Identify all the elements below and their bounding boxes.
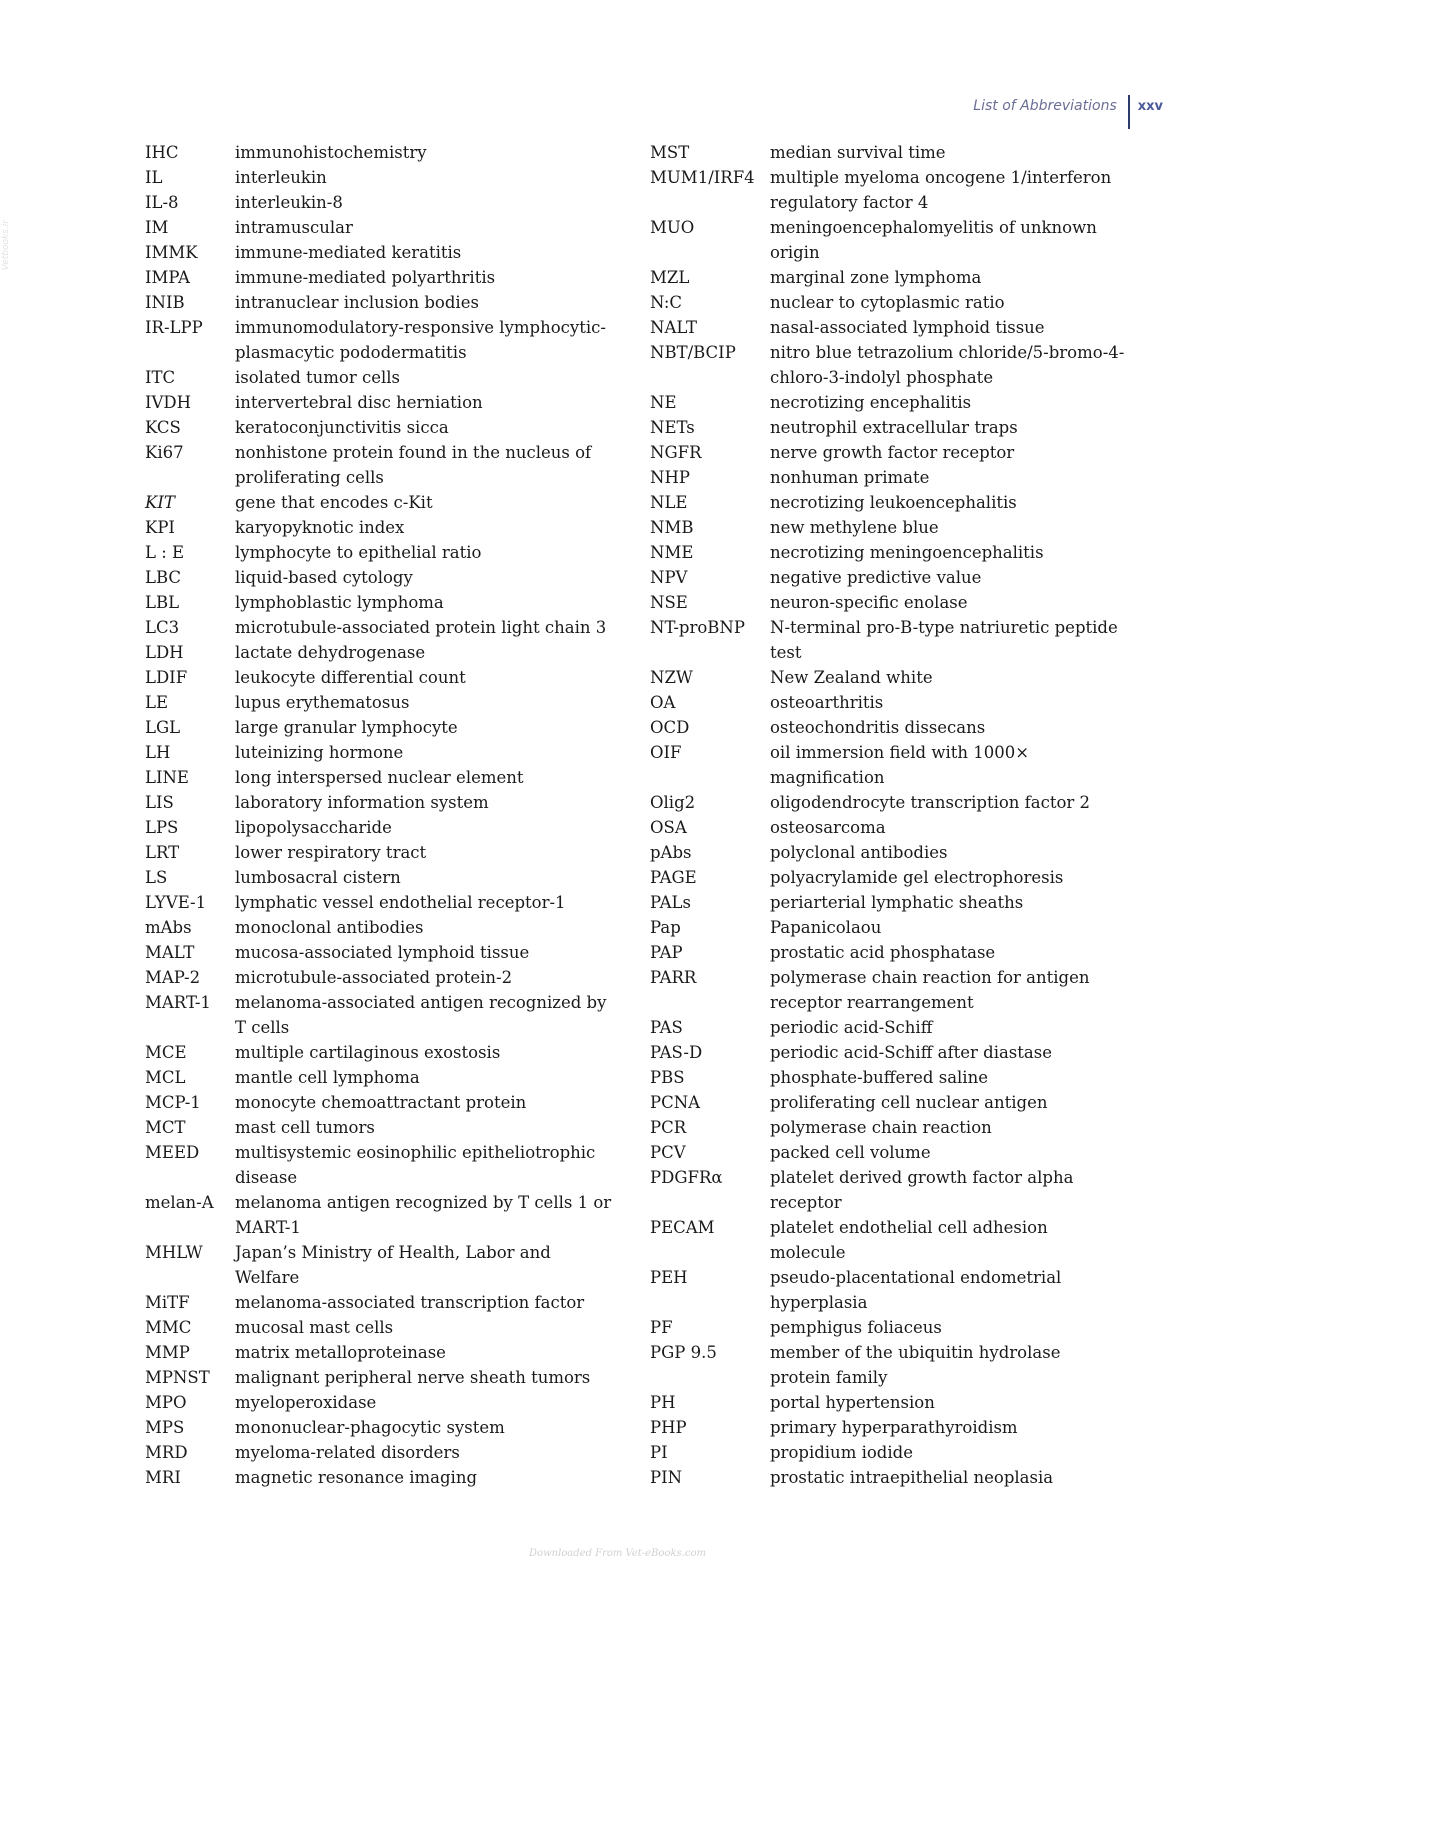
abbreviation-definition: lymphatic vessel endothelial receptor-1: [235, 893, 566, 912]
abbreviation-term: Olig2: [650, 793, 696, 812]
abbreviation-definition: mast cell tumors: [235, 1118, 375, 1137]
abbreviation-row: [650, 1040, 1125, 1065]
abbreviation-row: [145, 440, 620, 490]
abbreviation-term: PDGFRα: [650, 1168, 723, 1187]
abbreviation-definition: oil immersion field with 1000× magnification: [770, 743, 1030, 787]
abbreviation-row: [650, 840, 1125, 865]
download-footer: Downloaded From Vet-eBooks.com: [529, 1548, 706, 1559]
abbreviation-row: [650, 165, 1125, 215]
abbreviation-row: [650, 1415, 1125, 1440]
abbreviation-term: IMMK: [145, 243, 198, 262]
abbreviation-term: PHP: [650, 1418, 687, 1437]
abbreviation-term: NMB: [650, 518, 694, 537]
abbreviation-definition: platelet derived growth factor alpha receptor: [770, 1168, 1074, 1212]
abbreviation-term: NETs: [650, 418, 695, 437]
abbreviation-term: NSE: [650, 593, 688, 612]
abbreviation-definition: necrotizing encephalitis: [770, 393, 972, 412]
abbreviation-definition: Japan’s Ministry of Health, Labor and Welfare: [235, 1243, 551, 1287]
abbreviation-term: LDIF: [145, 668, 188, 687]
abbreviation-row: [650, 865, 1125, 890]
abbreviation-term: LS: [145, 868, 168, 887]
abbreviation-definition: monocyte chemoattractant protein: [235, 1093, 527, 1112]
abbreviation-row: [650, 1090, 1125, 1115]
abbreviation-row: [145, 765, 620, 790]
abbreviation-term: NT-proBNP: [650, 618, 745, 637]
abbreviation-row: [145, 1290, 620, 1315]
abbreviation-row: [650, 140, 1125, 165]
abbreviation-definition: marginal zone lymphoma: [770, 268, 982, 287]
abbreviation-row: [145, 1440, 620, 1465]
abbreviation-definition: polymerase chain reaction: [770, 1118, 992, 1137]
abbreviation-definition: prostatic intraepithelial neoplasia: [770, 1468, 1054, 1487]
abbreviation-definition: packed cell volume: [770, 1143, 931, 1162]
abbreviation-row: [145, 1365, 620, 1390]
abbreviation-row: [145, 840, 620, 865]
abbreviation-row: [145, 215, 620, 240]
abbreviation-definition: microtubule-associated protein light chain 3: [235, 618, 607, 637]
abbreviation-definition: polymerase chain reaction for antigen receptor rearrangement: [770, 968, 1090, 1012]
abbreviation-term: LDH: [145, 643, 184, 662]
abbreviation-term: NBT/BCIP: [650, 343, 736, 362]
abbreviation-definition: melanoma-associated antigen recognized by T cells: [235, 993, 607, 1037]
abbreviation-term: Pap: [650, 918, 681, 937]
abbreviation-term: NGFR: [650, 443, 702, 462]
abbreviation-definition: necrotizing leukoencephalitis: [770, 493, 1017, 512]
abbreviation-definition: mantle cell lymphoma: [235, 1068, 420, 1087]
abbreviation-row: [145, 640, 620, 665]
abbreviation-row: [145, 1115, 620, 1140]
abbreviation-term: LH: [145, 743, 171, 762]
abbreviation-definition: lupus erythematosus: [235, 693, 410, 712]
abbreviation-row: [145, 515, 620, 540]
abbreviation-row: [145, 240, 620, 265]
abbreviation-row: [145, 990, 620, 1040]
abbreviation-definition: lower respiratory tract: [235, 843, 427, 862]
abbreviation-definition: polyclonal antibodies: [770, 843, 948, 862]
abbreviation-row: [145, 940, 620, 965]
abbreviation-row: [145, 1315, 620, 1340]
abbreviation-row: [145, 1340, 620, 1365]
abbreviation-term: MCP-1: [145, 1093, 201, 1112]
abbreviation-term: MCT: [145, 1118, 186, 1137]
abbreviation-term: ITC: [145, 368, 176, 387]
running-header: [973, 95, 1163, 129]
abbreviation-definition: multiple cartilaginous exostosis: [235, 1043, 501, 1062]
abbreviation-term: pAbs: [650, 843, 692, 862]
abbreviation-term: MEED: [145, 1143, 200, 1162]
abbreviation-definition: member of the ubiquitin hydrolase protein family: [770, 1343, 1061, 1387]
abbreviation-row: [145, 865, 620, 890]
abbreviation-row: [650, 515, 1125, 540]
abbreviation-row: [650, 1140, 1125, 1165]
abbreviation-definition: laboratory information system: [235, 793, 489, 812]
abbreviation-definition: propidium iodide: [770, 1443, 913, 1462]
abbreviation-row: [650, 1465, 1125, 1490]
abbreviation-term: PBS: [650, 1068, 685, 1087]
abbreviation-definition: interleukin-8: [235, 193, 343, 212]
abbreviation-definition: osteosarcoma: [770, 818, 886, 837]
abbreviation-definition: lactate dehydrogenase: [235, 643, 426, 662]
abbreviation-definition: liquid-based cytology: [235, 568, 413, 587]
abbreviation-term: LYVE-1: [145, 893, 207, 912]
abbreviation-row: [650, 815, 1125, 840]
abbreviation-row: [650, 915, 1125, 940]
abbreviation-term: PH: [650, 1393, 676, 1412]
abbreviation-definition: microtubule-associated protein-2: [235, 968, 513, 987]
abbreviation-definition: portal hypertension: [770, 1393, 935, 1412]
abbreviation-definition: mononuclear-phagocytic system: [235, 1418, 505, 1437]
abbreviation-row: [145, 790, 620, 815]
abbreviation-row: [145, 415, 620, 440]
abbreviation-row: [145, 490, 620, 515]
abbreviation-term: NHP: [650, 468, 690, 487]
abbreviation-term: PARR: [650, 968, 697, 987]
abbreviation-definition: meningoencephalomyelitis of unknown origin: [770, 218, 1097, 262]
abbreviation-term: LGL: [145, 718, 181, 737]
abbreviation-definition: osteochondritis dissecans: [770, 718, 986, 737]
abbreviation-row: [145, 140, 620, 165]
abbreviation-term: MART-1: [145, 993, 211, 1012]
abbreviation-row: [650, 290, 1125, 315]
abbreviation-definition: melanoma antigen recognized by T cells 1 or MART-1: [235, 1193, 612, 1237]
abbreviation-row: [650, 390, 1125, 415]
abbreviation-term: MPO: [145, 1393, 187, 1412]
abbreviation-definition: periarterial lymphatic sheaths: [770, 893, 1024, 912]
abbreviation-term: MRD: [145, 1443, 188, 1462]
abbreviation-term: IR-LPP: [145, 318, 203, 337]
abbreviation-row: [650, 1390, 1125, 1415]
abbreviation-term: OSA: [650, 818, 687, 837]
abbreviation-row: [650, 215, 1125, 265]
abbreviation-term: MAP-2: [145, 968, 201, 987]
abbreviation-definition: monoclonal antibodies: [235, 918, 424, 937]
abbreviation-term: LBL: [145, 593, 180, 612]
abbreviation-row: [650, 490, 1125, 515]
abbreviation-definition: negative predictive value: [770, 568, 982, 587]
abbreviation-term: MCL: [145, 1068, 186, 1087]
abbreviation-definition: multiple myeloma oncogene 1/interferon regulatory factor 4: [770, 168, 1112, 212]
abbreviation-term: MMP: [145, 1343, 190, 1362]
abbreviation-row: [650, 665, 1125, 690]
abbreviation-row: [145, 1140, 620, 1190]
abbreviation-term: MMC: [145, 1318, 192, 1337]
page-number: xxv: [1137, 99, 1163, 114]
abbreviation-row: [650, 1165, 1125, 1215]
abbreviation-term: PCV: [650, 1143, 686, 1162]
abbreviation-definition: immune-mediated keratitis: [235, 243, 462, 262]
abbreviation-term: PI: [650, 1443, 668, 1462]
abbreviation-row: [145, 1190, 620, 1240]
abbreviation-row: [145, 740, 620, 765]
abbreviation-definition: pseudo-placentational endometrial hyperplasia: [770, 1268, 1062, 1312]
abbreviation-definition: polyacrylamide gel electrophoresis: [770, 868, 1064, 887]
abbreviation-term: IL: [145, 168, 163, 187]
abbreviation-row: [650, 1215, 1125, 1265]
abbreviation-row: [650, 1440, 1125, 1465]
abbreviation-term: IHC: [145, 143, 179, 162]
abbreviation-row: [145, 665, 620, 690]
abbreviation-term: PCNA: [650, 1093, 701, 1112]
abbreviation-term: PAS: [650, 1018, 683, 1037]
abbreviation-definition: median survival time: [770, 143, 946, 162]
abbreviation-row: [650, 440, 1125, 465]
abbreviation-term: LE: [145, 693, 169, 712]
abbreviation-term: PAP: [650, 943, 683, 962]
abbreviation-term: MUM1/IRF4: [650, 168, 755, 187]
abbreviation-term: NE: [650, 393, 677, 412]
abbreviation-definition: lipopolysaccharide: [235, 818, 392, 837]
abbreviation-term: LIS: [145, 793, 174, 812]
abbreviation-term: LBC: [145, 568, 182, 587]
abbreviation-definition: large granular lymphocyte: [235, 718, 458, 737]
abbreviation-term: KCS: [145, 418, 181, 437]
abbreviation-term: melan-A: [145, 1193, 214, 1212]
abbreviation-term: KIT: [145, 493, 175, 512]
abbreviation-term: Ki67: [145, 443, 184, 462]
abbreviation-definition: gene that encodes c-Kit: [235, 493, 433, 512]
abbreviation-definition: myeloperoxidase: [235, 1393, 377, 1412]
abbreviation-term: IVDH: [145, 393, 192, 412]
abbreviation-definition: lumbosacral cistern: [235, 868, 401, 887]
abbreviation-term: PIN: [650, 1468, 683, 1487]
abbreviation-term: LRT: [145, 843, 180, 862]
abbreviation-row: [650, 615, 1125, 665]
abbreviation-row: [145, 540, 620, 565]
abbreviation-term: N:C: [650, 293, 683, 312]
abbreviation-row: [650, 265, 1125, 290]
abbreviation-term: LPS: [145, 818, 179, 837]
abbreviation-term: MZL: [650, 268, 690, 287]
abbreviation-row: [650, 740, 1125, 790]
abbreviation-row: [650, 590, 1125, 615]
abbreviation-definition: intramuscular: [235, 218, 353, 237]
abbreviation-definition: nerve growth factor receptor: [770, 443, 1015, 462]
abbreviation-row: [145, 815, 620, 840]
abbreviation-definition: malignant peripheral nerve sheath tumors: [235, 1368, 591, 1387]
section-title: List of Abbreviations: [973, 98, 1117, 114]
abbreviation-term: NME: [650, 543, 694, 562]
abbreviation-row: [145, 290, 620, 315]
abbreviation-definition: lymphocyte to epithelial ratio: [235, 543, 482, 562]
abbreviation-definition: N-terminal pro-B-type natriuretic peptide test: [770, 618, 1118, 662]
abbreviation-term: PEH: [650, 1268, 688, 1287]
abbreviation-row: [650, 1340, 1125, 1390]
abbreviation-row: [145, 390, 620, 415]
abbreviation-definition: platelet endothelial cell adhesion molecule: [770, 1218, 1048, 1262]
abbreviation-term: PGP 9.5: [650, 1343, 717, 1362]
abbreviation-term: MST: [650, 143, 690, 162]
abbreviation-definition: multisystemic eosinophilic epitheliotrophic disease: [235, 1143, 596, 1187]
abbreviation-row: [145, 690, 620, 715]
abbreviation-row: [650, 565, 1125, 590]
abbreviation-row: [650, 715, 1125, 740]
abbreviation-definition: new methylene blue: [770, 518, 939, 537]
abbreviation-definition: magnetic resonance imaging: [235, 1468, 478, 1487]
abbreviation-row: [650, 540, 1125, 565]
abbreviation-row: [145, 1090, 620, 1115]
abbreviation-definition: lymphoblastic lymphoma: [235, 593, 444, 612]
abbreviation-definition: interleukin: [235, 168, 327, 187]
abbreviation-definition: nonhuman primate: [770, 468, 930, 487]
abbreviation-term: MALT: [145, 943, 195, 962]
abbreviation-term: IL-8: [145, 193, 179, 212]
abbreviation-term: PECAM: [650, 1218, 715, 1237]
abbreviation-row: [145, 315, 620, 365]
abbreviation-row: [145, 565, 620, 590]
abbreviation-term: IM: [145, 218, 169, 237]
abbreviation-term: MPS: [145, 1418, 185, 1437]
abbreviation-definition: nasal-associated lymphoid tissue: [770, 318, 1045, 337]
abbreviation-row: [145, 1040, 620, 1065]
abbreviation-row: [650, 1065, 1125, 1090]
abbreviation-definition: osteoarthritis: [770, 693, 884, 712]
abbreviation-definition: melanoma-associated transcription factor: [235, 1293, 585, 1312]
abbreviation-definition: luteinizing hormone: [235, 743, 404, 762]
abbreviation-definition: leukocyte differential count: [235, 668, 466, 687]
abbreviation-definition: Papanicolaou: [770, 918, 882, 937]
abbreviation-term: NLE: [650, 493, 688, 512]
abbreviation-definition: matrix metalloproteinase: [235, 1343, 446, 1362]
abbreviation-row: [650, 315, 1125, 340]
abbreviation-row: [145, 1465, 620, 1490]
abbreviation-definition: neutrophil extracellular traps: [770, 418, 1018, 437]
abbreviation-definition: nitro blue tetrazolium chloride/5-bromo-4-chloro-3-indolyl phosphate: [770, 343, 1125, 387]
abbreviation-row: [650, 890, 1125, 915]
abbreviation-term: OIF: [650, 743, 682, 762]
abbreviation-term: NALT: [650, 318, 697, 337]
abbreviation-row: [145, 715, 620, 740]
abbreviation-definition: immune-mediated polyarthritis: [235, 268, 496, 287]
abbreviation-row: [650, 1015, 1125, 1040]
abbreviation-term: PALs: [650, 893, 691, 912]
abbreviation-definition: nuclear to cytoplasmic ratio: [770, 293, 1005, 312]
abbreviation-definition: immunomodulatory-responsive lymphocytic-plasmacytic pododermatitis: [235, 318, 606, 362]
abbreviation-definition: primary hyperparathyroidism: [770, 1418, 1018, 1437]
abbreviation-row: [145, 590, 620, 615]
abbreviation-row: [650, 1115, 1125, 1140]
abbreviation-row: [145, 190, 620, 215]
abbreviation-definition: neuron-specific enolase: [770, 593, 968, 612]
abbreviation-row: [650, 415, 1125, 440]
abbreviation-definition: myeloma-related disorders: [235, 1443, 460, 1462]
abbreviation-term: MHLW: [145, 1243, 203, 1262]
abbreviation-term: LINE: [145, 768, 189, 787]
abbreviations-left-column: [145, 140, 620, 1490]
abbreviation-definition: oligodendrocyte transcription factor 2: [770, 793, 1091, 812]
abbreviation-row: [650, 790, 1125, 815]
abbreviation-definition: mucosa-associated lymphoid tissue: [235, 943, 530, 962]
abbreviation-term: PAGE: [650, 868, 697, 887]
abbreviation-term: MUO: [650, 218, 695, 237]
abbreviation-definition: periodic acid-Schiff: [770, 1018, 933, 1037]
abbreviation-row: [145, 1415, 620, 1440]
abbreviation-definition: intranuclear inclusion bodies: [235, 293, 479, 312]
abbreviation-term: OA: [650, 693, 676, 712]
abbreviation-term: NZW: [650, 668, 693, 687]
abbreviation-definition: nonhistone protein found in the nucleus of proliferating cells: [235, 443, 592, 487]
abbreviation-definition: proliferating cell nuclear antigen: [770, 1093, 1048, 1112]
abbreviation-term: MiTF: [145, 1293, 190, 1312]
side-watermark: Vetbooks.ir: [1, 220, 11, 271]
abbreviation-row: [145, 365, 620, 390]
abbreviation-row: [650, 340, 1125, 390]
abbreviation-term: NPV: [650, 568, 688, 587]
header-divider: [1128, 95, 1130, 129]
abbreviation-row: [145, 1240, 620, 1290]
abbreviation-row: [650, 690, 1125, 715]
abbreviation-term: MPNST: [145, 1368, 210, 1387]
abbreviation-row: [650, 1315, 1125, 1340]
abbreviation-definition: periodic acid-Schiff after diastase: [770, 1043, 1052, 1062]
abbreviation-term: PAS-D: [650, 1043, 703, 1062]
abbreviation-definition: keratoconjunctivitis sicca: [235, 418, 449, 437]
abbreviation-row: [145, 1390, 620, 1415]
abbreviation-term: PCR: [650, 1118, 687, 1137]
abbreviation-row: [650, 465, 1125, 490]
abbreviation-term: PF: [650, 1318, 673, 1337]
abbreviation-definition: phosphate-buffered saline: [770, 1068, 988, 1087]
abbreviation-definition: long interspersed nuclear element: [235, 768, 524, 787]
abbreviation-term: KPI: [145, 518, 175, 537]
abbreviation-term: mAbs: [145, 918, 192, 937]
abbreviation-row: [145, 965, 620, 990]
abbreviation-term: L : E: [145, 543, 185, 562]
abbreviations-right-column: [650, 140, 1125, 1490]
abbreviation-definition: immunohistochemistry: [235, 143, 427, 162]
abbreviation-row: [145, 165, 620, 190]
abbreviation-definition: New Zealand white: [770, 668, 933, 687]
abbreviation-definition: pemphigus foliaceus: [770, 1318, 942, 1337]
abbreviation-definition: karyopyknotic index: [235, 518, 405, 537]
abbreviation-definition: mucosal mast cells: [235, 1318, 394, 1337]
abbreviation-term: IMPA: [145, 268, 190, 287]
abbreviation-row: [650, 940, 1125, 965]
abbreviation-term: MCE: [145, 1043, 187, 1062]
abbreviation-row: [145, 915, 620, 940]
abbreviation-term: OCD: [650, 718, 690, 737]
abbreviation-row: [650, 965, 1125, 1015]
abbreviation-row: [145, 265, 620, 290]
abbreviation-term: MRI: [145, 1468, 181, 1487]
abbreviation-row: [145, 1065, 620, 1090]
abbreviation-row: [650, 1265, 1125, 1315]
abbreviation-row: [145, 890, 620, 915]
abbreviation-definition: necrotizing meningoencephalitis: [770, 543, 1044, 562]
abbreviation-term: INIB: [145, 293, 185, 312]
abbreviation-definition: intervertebral disc herniation: [235, 393, 483, 412]
abbreviation-definition: prostatic acid phosphatase: [770, 943, 996, 962]
abbreviation-term: LC3: [145, 618, 180, 637]
abbreviation-row: [145, 615, 620, 640]
abbreviation-definition: isolated tumor cells: [235, 368, 400, 387]
